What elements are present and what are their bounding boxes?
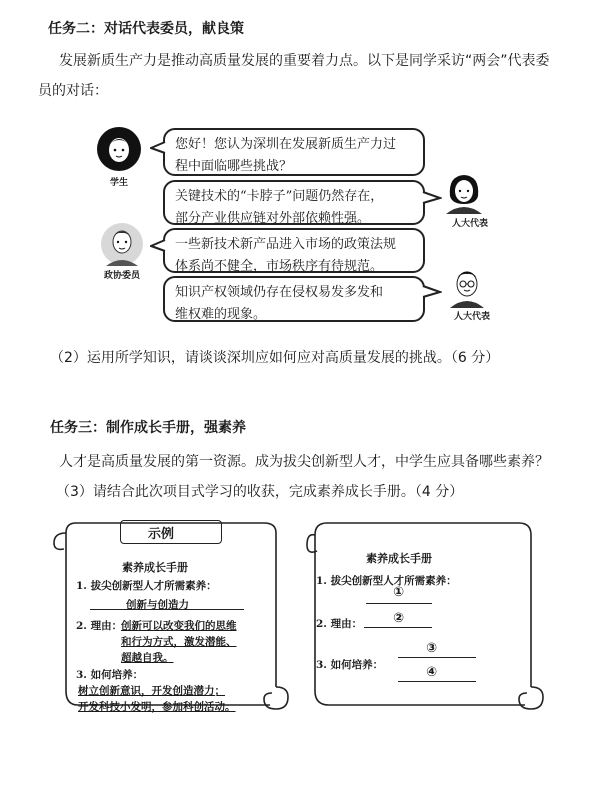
blank-scroll-frame [305, 515, 545, 713]
example-item2-answer-line2: 和行为方式，激发潜能、 [121, 636, 237, 648]
task2-intro-line2: 员的对话： [38, 83, 108, 99]
task3-intro: 人才是高质量发展的第一资源。成为拔尖创新型人才，中学生应具备哪些素养？ [59, 454, 549, 470]
bubble-rep2-line2: 维权难的现象。 [175, 307, 267, 322]
example-item3-answer-line1: 树立创新意识，开发创造潜力； [78, 685, 225, 697]
task2-title: 任务二：对话代表委员，献良策 [48, 21, 244, 37]
blank-mark-2: ② [393, 611, 405, 626]
example-item1-label: 1. 拔尖创新型人才所需素养： [76, 580, 217, 592]
rep1-label: 人大代表 [452, 219, 489, 229]
rep1-avatar [440, 170, 488, 214]
bubble-student [163, 128, 425, 176]
rep2-label: 人大代表 [454, 312, 491, 322]
bubble-member-tail [150, 238, 166, 254]
example-heading: 素养成长手册 [122, 561, 188, 574]
bubble-rep2-line1: 知识产权领域仍存在侵权易发多发和 [175, 285, 384, 300]
bubble-student-line1: 您好！您认为深圳在发展新质生产力过 [175, 137, 397, 152]
example-item1-answer: 创新与创造力 [126, 599, 189, 611]
bubble-student-tail [150, 140, 166, 156]
member-avatar [98, 222, 146, 266]
bubble-member [163, 228, 425, 273]
bubble-member-line2: 体系尚不健全，市场秩序有待规范。 [175, 259, 384, 274]
bubble-member-line1: 一些新技术新产品进入市场的政策法规 [175, 237, 397, 252]
example-item2-label: 2. 理由： [76, 620, 123, 632]
rep2-avatar [444, 262, 490, 308]
blank-mark-1: ① [393, 585, 405, 600]
blank-line-2[interactable] [364, 627, 432, 628]
student-label: 学生 [110, 178, 129, 188]
blank-line-1[interactable] [366, 603, 432, 604]
blank-line-3[interactable] [398, 657, 476, 658]
student-avatar [96, 126, 142, 172]
bubble-rep1-line1: 关键技术的“卡脖子”问题仍然存在， [175, 189, 384, 204]
question-2: （2）运用所学知识，请谈谈深圳应如何应对高质量发展的挑战。（6 分） [50, 350, 500, 366]
blank-mark-3: ③ [426, 641, 438, 656]
blank-line-4[interactable] [398, 681, 476, 682]
bubble-rep2-tail [422, 284, 442, 300]
example-item1-underline [90, 609, 244, 610]
blank-item1-label: 1. 拔尖创新型人才所需素养： [316, 575, 457, 587]
bubble-rep2 [163, 276, 425, 322]
blank-mark-4: ④ [426, 665, 438, 680]
example-item2-answer-line3: 超越自我。 [121, 652, 174, 664]
bubble-student-line2: 程中面临哪些挑战？ [175, 159, 293, 174]
blank-heading: 素养成长手册 [366, 552, 432, 565]
question-3: （3）请结合此次项目式学习的收获，完成素养成长手册。（4 分） [56, 484, 464, 500]
bubble-rep1-line2: 部分产业供应链对外部依赖性强。 [175, 211, 371, 226]
example-item3-label: 3. 如何培养： [76, 669, 144, 681]
bubble-rep1-tail [422, 190, 442, 206]
example-tag: 示例 [148, 527, 175, 542]
task3-title: 任务三：制作成长手册，强素养 [50, 420, 246, 436]
example-item2-answer-line1: 创新可以改变我们的思维 [121, 620, 237, 632]
blank-item2-label: 2. 理由： [316, 618, 363, 630]
blank-item3-label: 3. 如何培养： [316, 659, 384, 671]
member-label: 政协委员 [104, 271, 141, 281]
task2-intro-line1: 发展新质生产力是推动高质量发展的重要着力点。以下是同学采访“两会”代表委 [59, 53, 550, 69]
bubble-rep1 [163, 180, 425, 225]
example-item3-answer-line2: 开发科技小发明，参加科创活动。 [78, 701, 236, 713]
